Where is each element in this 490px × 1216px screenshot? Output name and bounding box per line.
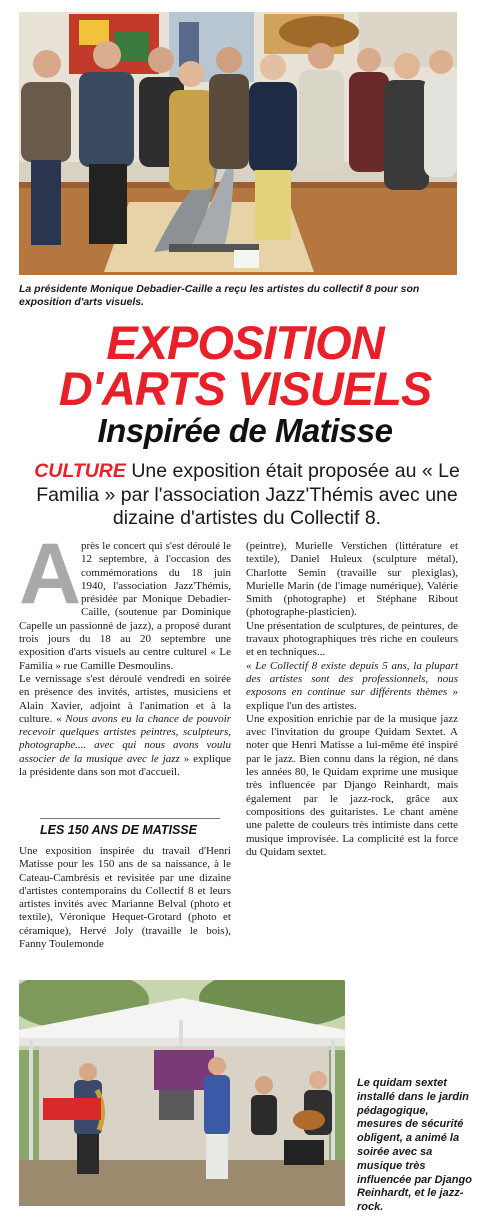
paragraph-text: Une exposition enrichie par de la musique jazz avec l'invitation du groupe Quidam Sextet. A noter que Henri Matisse a lui-même été inspiré par le jazz. Bien connu dans la région, né dans les années 80, le Quidam exprime une musique très influencée par Django Reinhardt, mais également par le jazz-rock, grâce aux compositions des guitaristes. Le chant amène une palette de couleurs très intimiste dans cette musique improvisée. La complicité est la force du Quidam sextet. xyxy=(246,712,458,858)
drop-cap-spacer xyxy=(19,540,81,617)
paragraph-text: » explique l'un des artistes. xyxy=(246,686,458,712)
paragraph-text: Une exposition inspirée du travail d'Henri Matisse pour les 150 ans de sa naissance, à le Cateau-Cambrésis et revisitée par une dizaine d'artistes contemporains du Collectif 8 et leurs artistes invités avec Marianne Belval (photo et textile), Véronique Hequet-Grotard (photo et céramique), Hervé Joly (travaille le bois), Fanny Toulemonde xyxy=(19,845,231,951)
headline-line-2: D'ARTS VISUELS xyxy=(58,362,432,415)
lead-kicker: CULTURE xyxy=(34,460,126,482)
quote-text: Nous avons eu la chance de pouvoir recevoir quelques artistes peintres, sculpteurs, photographe.... avec qui nous avons voulu associer de la musique avec le jazz xyxy=(19,712,232,765)
article-column-1-section xyxy=(19,845,231,951)
paragraph-text: « xyxy=(246,659,256,672)
paragraph xyxy=(19,673,231,779)
drop-cap: A xyxy=(19,526,82,622)
section-title: LES 150 ANS DE MATISSE xyxy=(40,823,197,837)
headline-subtitle: Inspirée de Matisse xyxy=(97,412,393,449)
headline-line-1: EXPOSITION xyxy=(106,316,384,369)
group-photo xyxy=(19,12,457,275)
article-column-1 xyxy=(19,540,231,779)
paragraph xyxy=(246,713,458,859)
lead-paragraph xyxy=(24,460,470,531)
paragraph-text: Le vernissage s'est déroulé vendredi en soirée en présence des invités, artistes, musiciens et Alain Xavier, adjoint à l'animation et à la culture. « xyxy=(19,672,231,725)
top-photo-caption: La présidente Monique Debadier-Caille a reçu les artistes du collectif 8 pour son exposition d'arts visuels. xyxy=(19,283,420,308)
paragraph xyxy=(19,845,231,951)
paragraph xyxy=(246,540,458,620)
section-divider xyxy=(40,818,220,819)
paragraph-text: (peintre), Murielle Verstichen (littérature et textile), Daniel Huleux (sculpture métal), Charlotte Semin (travaille sur plexiglas), Murielle Marin (de l'image numérique), Valérie Smith (photographe) et Stéphane Ribout (photographe-plasticien). xyxy=(246,540,458,619)
quote-text: Le Collectif 8 existe depuis 5 ans, la plupart des artistes sont des professionnels, nous exposons en continue sur différents thèmes xyxy=(246,659,458,699)
lead-text: Une exposition était proposée au « Le Familia » par l'association Jazz'Thémis avec une dizaine d'artistes du Collectif 8. xyxy=(36,460,460,529)
paragraph-text: près le concert qui s'est déroulé le 12 septembre, à l'occasion des commémorations du 18 juin 1940, l'association Jazz'Thémis, présidée par Monique Debadier-Caille, (soutenue par Dominique Capelle un passionné de jazz), a proposé durant trois jours du 18 au 20 septembre une exposition d'arts visuels au centre culturel « Le Familia » rue Camille Desmoulins. xyxy=(19,540,231,672)
bottom-photo-caption: Le quidam sextet installé dans le jardin pédagogique, mesures de sécurité obligent, a animé la soirée avec sa musique très influencée par Django Reinhardt, et le jazz-rock. xyxy=(357,1077,472,1214)
band-photo xyxy=(19,980,345,1206)
paragraph-text: » explique la présidente dans son mot d'accueil. xyxy=(19,752,231,779)
paragraph-text: Une présentation de sculptures, de peintures, de travaux photographiques très riche en couleurs et en techniques... xyxy=(246,619,458,659)
paragraph xyxy=(246,660,458,713)
article-column-2 xyxy=(246,540,458,859)
paragraph xyxy=(246,620,458,660)
